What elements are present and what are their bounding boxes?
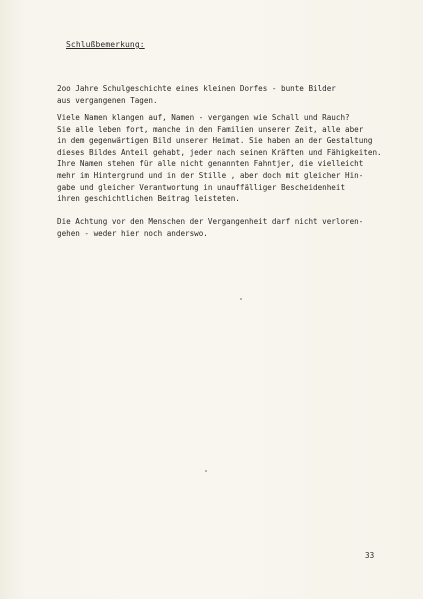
text-line: dieses Bildes Anteil gehabt, jeder nach seinen Kräften und Fähigkeiten. — [57, 147, 382, 157]
text-line: Sie alle leben fort, manche in den Familien unserer Zeit, alle aber — [57, 124, 364, 134]
text-line: Die Achtung vor den Menschen der Vergangenheit darf nicht verloren- — [57, 217, 364, 226]
paper-speck — [240, 298, 242, 300]
paragraph-intro — [57, 83, 397, 106]
text-line: mehr im Hintergrund und in der Stille , aber doch mit gleicher Hin- — [57, 170, 364, 180]
text-line: gehen - weder hier noch anderswo. — [57, 228, 208, 238]
text-line: 2oo Jahre Schulgeschichte eines kleinen Dorfes - bunte Bilder — [57, 84, 336, 93]
text-line: ihren geschichtlichen Beitrag leisteten. — [57, 194, 240, 204]
page-number: 33 — [365, 551, 375, 560]
paragraph-closing — [57, 216, 397, 239]
paragraph-names — [57, 112, 397, 205]
text-line: Viele Namen klangen auf, Namen - vergangen wie Schall und Rauch? — [57, 113, 350, 122]
text-line: aus vergangenen Tagen. — [57, 95, 158, 105]
text-line: in dem gegenwärtigen Bild unserer Heimat. Sie haben an der Gestaltung — [57, 136, 373, 146]
paper-speck — [205, 470, 207, 472]
text-line: Ihre Namen stehen für alle nicht genannten Fahntjer, die vielleicht — [57, 159, 364, 169]
text-line: gabe und gleicher Verantwortung in unauffälliger Bescheidenheit — [57, 182, 346, 192]
section-heading: Schlußbemerkung: — [66, 40, 145, 49]
